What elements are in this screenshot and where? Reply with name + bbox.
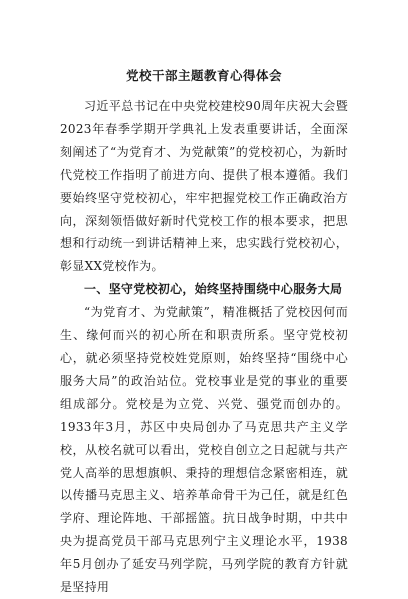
section-paragraph: “为党育才、为党献策”，精准概括了党校因何而生、缘何而兴的初心所在和职责所系。坚守党校初心，就必须坚持党校姓党原则，始终坚持“围绕中心服务大局”的政治站位。党校事业是党的事业的重要组成部分。党校是为立党、兴党、强党而创办的。1933年3月，苏区中央局创办了马克思共产主义学校，从校名就可以看出，党校自创立之日起就与共产党人高举的思想旗帜、秉持的理想信念紧密相连，就以传播马克思主义、培养革命骨干为己任，就是红色学府、理论阵地、干部摇篮。抗日战争时期，中共中央为提高党员干部马克思列宁主义理论水平，1938年5月创办了延安马列学院，马列学院的教育方针就是坚持用 [60, 305, 348, 595]
document-body [60, 95, 348, 599]
section-heading: 一、坚守党校初心，始终坚持围绕中心服务大局 [84, 282, 343, 297]
document-title: 党校干部主题教育心得体会 [125, 68, 282, 83]
intro-paragraph: 习近平总书记在中央党校建校90周年庆祝大会暨2023年春季学期开学典礼上发表重要讲话，全面深刻阐述了“为党育才、为党献策”的党校初心，为新时代党校工作指明了前进方向、提供了根本遵循。我们要始终坚守党校初心，牢牢把握党校工作正确政治方向，深刻领悟做好新时代党校工作的根本要求，把思想和行动统一到讲话精神上来，忠实践行党校初心，彰显XX党校作为。 [60, 99, 348, 274]
